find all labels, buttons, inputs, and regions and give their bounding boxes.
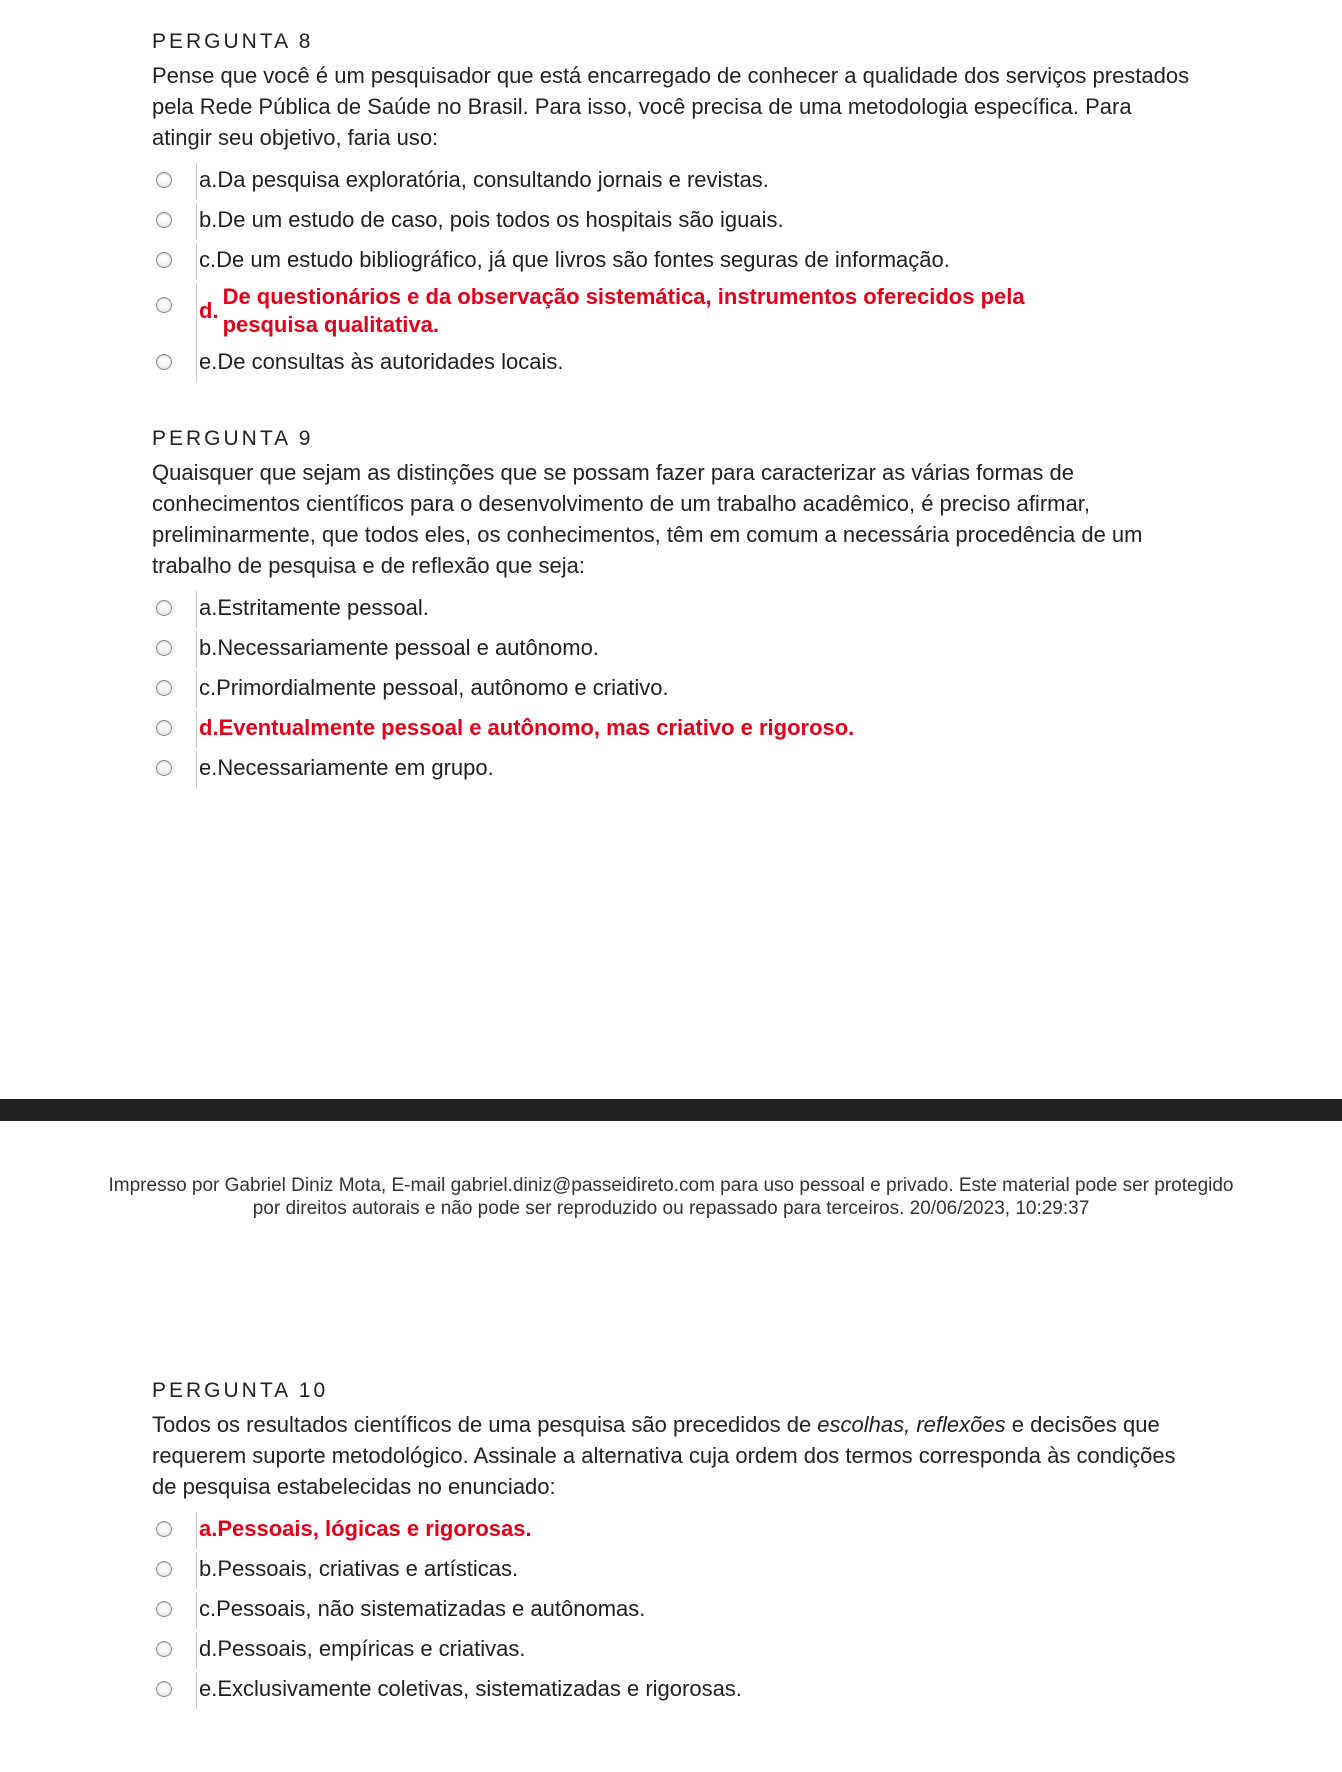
question-text: Pense que você é um pesquisador que está encarregado de conhecer a qualidade dos serviços prestados pela Rede Pública de Saúde no Brasil. Para isso, você precisa de uma metodologia específica. Para atingir seu objetivo, faria uso: xyxy=(152,63,1190,150)
option-a[interactable] xyxy=(152,591,1192,631)
option-letter: c. xyxy=(199,675,217,700)
option-letter: c. xyxy=(199,247,217,272)
print-notice-line-1: Impresso por Gabriel Diniz Mota, E-mail gabriel.diniz@passeidireto.com para uso pessoal e privado. Este material pode ser protegido xyxy=(108,1175,1234,1196)
question-text xyxy=(152,1409,1192,1502)
option-c[interactable] xyxy=(152,1592,1192,1632)
question-text-part-3: e decisões que requerem suporte metodológico. Assinale a alternativa cuja ordem dos termos corresponda às condições de pesquisa estabelecidas no enunciado: xyxy=(152,1412,1176,1499)
option-letter: b. xyxy=(199,207,218,232)
option-b[interactable] xyxy=(152,631,1192,671)
radio-button[interactable] xyxy=(156,680,172,696)
answer-options xyxy=(152,1512,1192,1712)
option-text: Exclusivamente coletivas, sistematizadas e rigorosas. xyxy=(217,1676,742,1701)
option-letter: d. xyxy=(199,1636,218,1661)
radio-button[interactable] xyxy=(156,640,172,656)
option-text: Pessoais, lógicas e rigorosas. xyxy=(217,1516,532,1541)
option-letter: d. xyxy=(199,715,219,740)
option-letter: d. xyxy=(199,298,219,323)
radio-button[interactable] xyxy=(156,1521,172,1537)
option-d[interactable] xyxy=(152,711,1192,751)
page-break-bar xyxy=(0,1099,1342,1121)
option-text: Da pesquisa exploratória, consultando jornais e revistas. xyxy=(217,167,769,192)
answer-options xyxy=(152,163,1192,385)
option-b[interactable] xyxy=(152,203,1192,243)
radio-button[interactable] xyxy=(156,1601,172,1617)
question-9 xyxy=(152,427,1192,791)
option-e[interactable] xyxy=(152,751,1192,791)
question-text-part-1: Todos os resultados científicos de uma pesquisa são precedidos de xyxy=(152,1412,818,1437)
option-d[interactable] xyxy=(152,283,1192,345)
radio-button[interactable] xyxy=(156,1681,172,1697)
option-a[interactable] xyxy=(152,1512,1192,1552)
radio-button[interactable] xyxy=(156,720,172,736)
option-text: Primordialmente pessoal, autônomo e criativo. xyxy=(216,675,669,700)
option-e[interactable] xyxy=(152,1672,1192,1712)
radio-button[interactable] xyxy=(156,354,172,370)
print-notice-line-2: por direitos autorais e não pode ser reproduzido ou repassado para terceiros. 20/06/2023, 10:29:37 xyxy=(252,1198,1090,1219)
option-text: Estritamente pessoal. xyxy=(217,595,429,620)
option-text: Necessariamente em grupo. xyxy=(217,755,494,780)
option-text: Pessoais, não sistematizadas e autônomas. xyxy=(216,1596,646,1621)
option-letter: a. xyxy=(199,167,218,192)
radio-button[interactable] xyxy=(156,600,172,616)
option-text: De um estudo bibliográfico, já que livros são fontes seguras de informação. xyxy=(216,247,950,272)
option-c[interactable] xyxy=(152,671,1192,711)
option-text: De consultas às autoridades locais. xyxy=(217,349,564,374)
option-text: Eventualmente pessoal e autônomo, mas criativo e rigoroso. xyxy=(218,715,855,740)
option-b[interactable] xyxy=(152,1552,1192,1592)
question-10 xyxy=(152,1379,1192,1712)
option-d[interactable] xyxy=(152,1632,1192,1672)
option-letter: e. xyxy=(199,349,218,374)
option-letter: e. xyxy=(199,755,218,780)
option-letter: a. xyxy=(199,1516,218,1541)
radio-button[interactable] xyxy=(156,1561,172,1577)
question-title: PERGUNTA 8 xyxy=(152,30,314,53)
question-title: PERGUNTA 9 xyxy=(152,427,314,450)
radio-button[interactable] xyxy=(156,252,172,268)
answer-options xyxy=(152,591,1192,791)
radio-button[interactable] xyxy=(156,1641,172,1657)
radio-button[interactable] xyxy=(156,760,172,776)
question-title: PERGUNTA 10 xyxy=(152,1379,329,1402)
option-text: Necessariamente pessoal e autônomo. xyxy=(217,635,599,660)
option-letter: b. xyxy=(199,635,218,660)
option-a[interactable] xyxy=(152,163,1192,203)
option-letter: e. xyxy=(199,1676,218,1701)
question-8 xyxy=(152,30,1192,385)
option-e[interactable] xyxy=(152,345,1192,385)
option-letter: b. xyxy=(199,1556,218,1581)
option-letter: c. xyxy=(199,1596,217,1621)
option-text: De questionários e da observação sistemática, instrumentos oferecidos pela pesquisa qualitativa. xyxy=(222,284,1025,337)
option-letter: a. xyxy=(199,595,218,620)
option-text: Pessoais, criativas e artísticas. xyxy=(217,1556,519,1581)
question-text-emphasis: escolhas, reflexões xyxy=(817,1412,1006,1437)
question-text: Quaisquer que sejam as distinções que se possam fazer para caracterizar as várias formas de conhecimentos científicos para o desenvolvimento de um trabalho acadêmico, é preciso afirmar, preliminarmente, que todos eles, os conhecimentos, têm em comum a necessária procedência de um trabalho de pesquisa e de reflexão que seja: xyxy=(152,460,1143,578)
option-c[interactable] xyxy=(152,243,1192,283)
radio-button[interactable] xyxy=(156,172,172,188)
print-notice xyxy=(40,1174,1302,1220)
option-text: Pessoais, empíricas e criativas. xyxy=(217,1636,526,1661)
radio-button[interactable] xyxy=(156,212,172,228)
radio-button[interactable] xyxy=(156,297,172,313)
option-text: De um estudo de caso, pois todos os hospitais são iguais. xyxy=(217,207,784,232)
